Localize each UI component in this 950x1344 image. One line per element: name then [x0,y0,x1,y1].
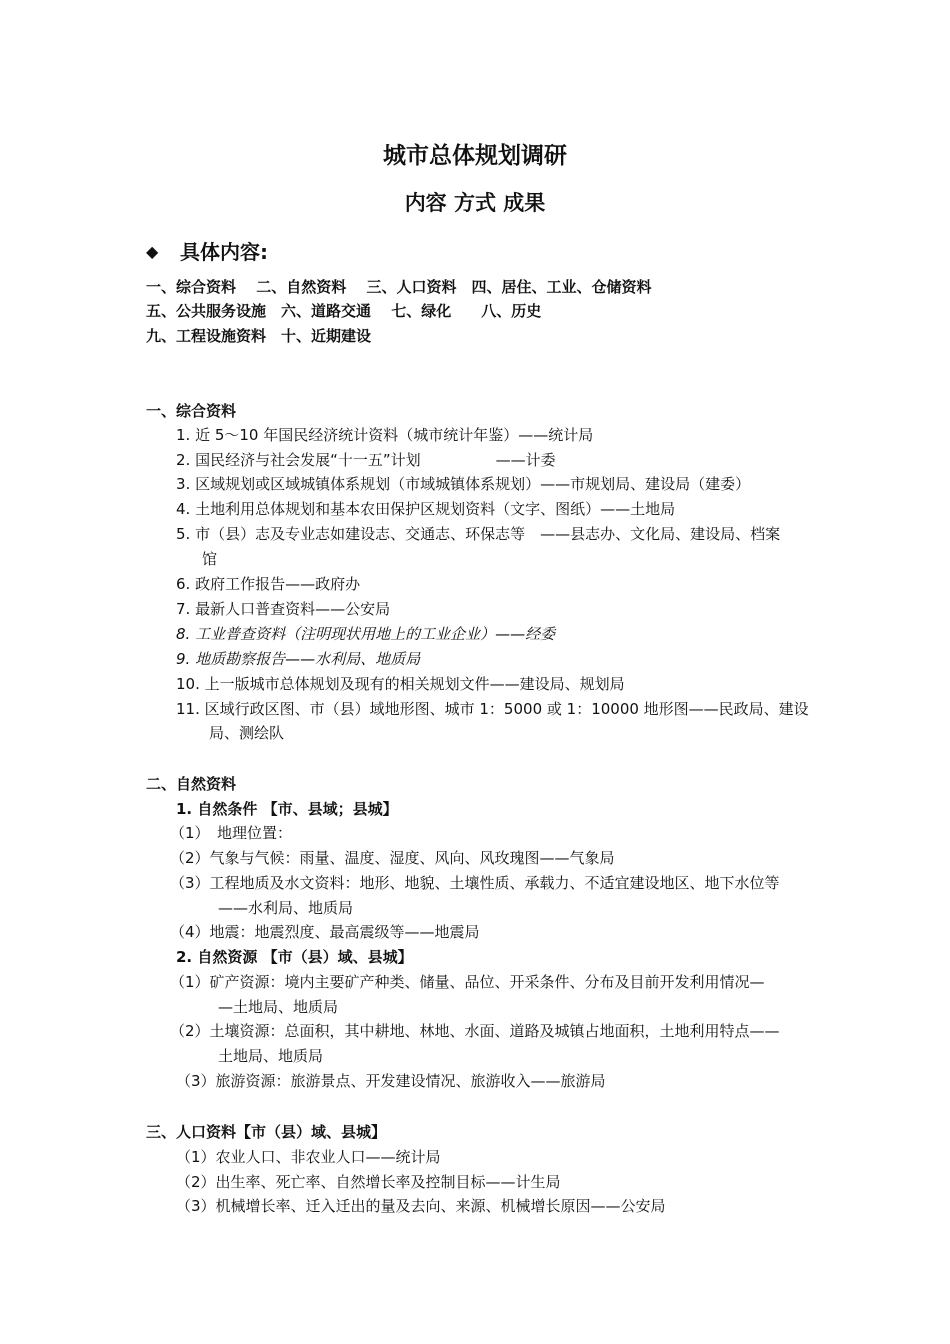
list-item: 9. 地质勘察报告——水利局、地质局 [176,650,421,668]
subsection-heading: 1. 自然条件 【市、县域；县城】 [176,800,398,818]
section-heading: 三、人口资料【市（县）域、县城】 [146,1123,387,1141]
list-item: 8. 工业普查资料（注明现状用地上的工业企业）——经委 [176,625,556,643]
list-item: 10. 上一版城市总体规划及现有的相关规划文件——建设局、规划局 [176,675,625,693]
list-item: （2）出生率、死亡率、自然增长率及控制目标——计生局 [176,1173,561,1191]
list-item: （3）旅游资源：旅游景点、开发建设情况、旅游收入——旅游局 [176,1072,606,1090]
subsection-heading: 2. 自然资源 【市（县）域、县城】 [176,948,413,966]
list-item-continuation: 馆 [202,550,218,568]
section-heading: 一、综合资料 [146,402,237,420]
list-item: （3）工程地质及水文资料：地形、地貌、土壤性质、承载力、不适宜建设地区、地下水位等 [170,874,780,892]
list-item: （1） 地理位置： [170,824,293,842]
list-item: （2）气象与气候：雨量、温度、湿度、风向、风玫瑰图——气象局 [170,849,615,867]
list-item: 11. 区域行政区图、市（县）域地形图、城市 1：5000 或 1：10000 地形图——民政局、建设 [176,700,809,718]
list-item: 5. 市（县）志及专业志如建设志、交通志、环保志等 ——县志办、文化局、建设局、档案 [176,525,781,543]
list-item: （3）机械增长率、迁入迁出的量及去向、来源、机械增长原因——公安局 [176,1197,666,1215]
list-item-continuation: 局、测绘队 [209,724,285,742]
page-title: 城市总体规划调研 [383,143,567,169]
list-item: 1. 近 5～10 年国民经济统计资料（城市统计年鉴）——统计局 [176,426,594,444]
toc-line: 五、公共服务设施 六、道路交通 七、绿化 八、历史 [146,302,542,320]
contents-heading-text: 具体内容: [180,240,268,264]
toc-line: 一、综合资料 二、自然资料 三、人口资料 四、居住、工业、仓储资料 [146,278,652,296]
list-item: 6. 政府工作报告——政府办 [176,575,361,593]
list-item: 3. 区域规划或区域城镇体系规划（市域城镇体系规划）——市规划局、建设局（建委） [176,475,751,493]
section-heading: 二、自然资料 [146,775,237,793]
list-item: （4）地震：地震烈度、最高震级等——地震局 [170,923,480,941]
list-item: 4. 土地利用总体规划和基本农田保护区规划资料（文字、图纸）——土地局 [176,500,676,518]
contents-heading [146,236,268,265]
page-subtitle: 内容 方式 成果 [404,191,546,215]
list-item-continuation: —土地局、地质局 [218,998,339,1016]
diamond-bullet-icon: ◆ [146,242,159,261]
list-item: （1）农业人口、非农业人口——统计局 [176,1148,441,1166]
list-item: （1）矿产资源：境内主要矿产种类、储量、品位、开采条件、分布及目前开发利用情况— [170,973,765,991]
list-item-continuation: 土地局、地质局 [218,1047,324,1065]
list-item: 7. 最新人口普查资料——公安局 [176,600,391,618]
list-item: （2）土壤资源：总面积，其中耕地、林地、水面、道路及城镇占地面积，土地利用特点—— [170,1022,780,1040]
toc-line: 九、工程设施资料 十、近期建设 [146,327,372,345]
list-item: 2. 国民经济与社会发展“十一五”计划 ——计委 [176,451,556,469]
list-item-continuation: ——水利局、地质局 [218,899,354,917]
